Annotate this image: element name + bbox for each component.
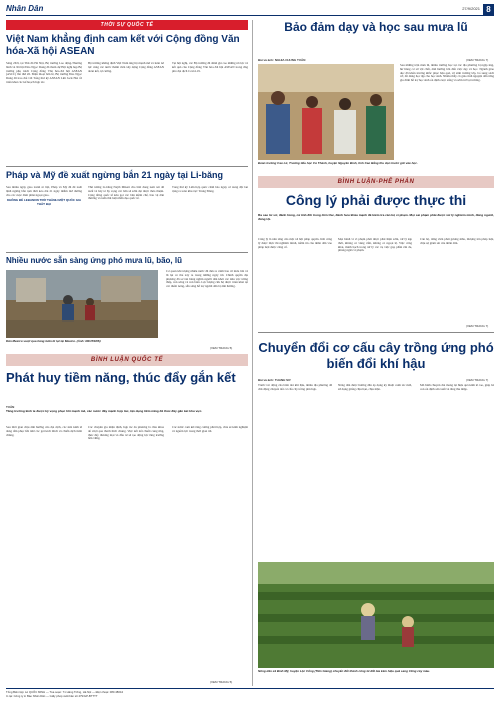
asean-body	[6, 62, 248, 162]
crops-byline: Bài và ảnh: THANH SƠ	[258, 378, 291, 382]
teaching-p2: Ngành giáo dục đã khẩn trương khắc phục hậu quả, vệ sinh trường lớp, bổ sung sách vở, đồ dùng học tập cho học sinh.	[400, 66, 494, 79]
teaching-title: Bảo đảm dạy và học sau mưa lũ	[284, 20, 468, 34]
commit-col1	[258, 238, 332, 322]
section-intl: THỜI SỰ QUỐC TẾ	[6, 20, 248, 30]
crops-photo-image	[258, 562, 494, 668]
teaching-caption: Đoàn trường Cao Lũ, Trường tiểu học Cù Thành, huyện Nguyên Bình, tỉnh Cao Bằng thu dọn trước giờ vào học.	[258, 161, 418, 165]
commit-body	[258, 238, 494, 322]
crops-p1: Trước tác động của biến đổi khí hậu, nhiều địa phương đã chủ động chuyển đổi cơ cấu cây trồng phù hợp.	[258, 384, 332, 391]
commit-col2	[338, 238, 412, 322]
asean-p1: Sáng 26/9, tại Thủ đô Hà Nội, Bộ trưởng Lao động-Thương binh và Xã hội Đào Ngọc Dung đã tham dự Hội nghị hẹp Bộ trưởng phụ trách Cộng đồng Văn hóa-Xã hội ASEAN (ASCC) lần thứ 26.	[6, 62, 82, 77]
commit-lead: Ra sao từ sớ, đánh hùng, cá tinh đồi trong đơn thư, đánh hưu khâu mạnh để kiểm tra cán bộ vi phạm. Mọi sai phạm phải được xử lý nghiêm minh, đúng người, đúng tội.	[258, 214, 494, 221]
lebanon-title: Pháp và Mỹ đề xuất ngừng bắn 21 ngày tại Li-băng	[6, 170, 224, 180]
crops-col2	[338, 384, 412, 558]
crops-body	[258, 384, 494, 558]
commit-source: (XEM TRANG 7)	[466, 324, 489, 328]
growth-p1: Sau thời gian chịu ảnh hưởng của đại dịch, các nền kinh tế đang dần phục hồi nhờ các gói kích thích và chiến dịch tiêm chủng.	[6, 426, 82, 437]
teaching-byline: Bài và ảnh: NGHIA CHUNG TUẤN	[258, 58, 306, 62]
lebanon-col1	[6, 186, 82, 250]
commit-p3: Việc công khai, minh bạch trong xử lý các vụ việc góp phần răn đe, phòng ngừa vi phạm.	[338, 240, 412, 253]
commit-p2: Mọi hành vi vi phạm phải được phát hiện sớm, xử lý kịp thời, không có vùng cấm, không có ngoại lệ.	[338, 238, 412, 245]
growth-byline: TUẤN	[6, 405, 15, 409]
section-opinion: BÌNH LUẬN-PHÊ PHÁN	[258, 176, 494, 188]
asean-col3	[172, 62, 248, 162]
growth-p2: Các chuyên gia nhận định, hợp tác đa phương là chìa khóa để vượt qua thách thức chung.	[88, 426, 164, 433]
crops-photo	[258, 562, 494, 668]
growth-p3: Việc kết nối chuỗi cung ứng, thúc đẩy thương mại và đầu tư sẽ tạo động lực tăng trưởng bền vững.	[88, 428, 164, 441]
commit-p1: Công lý là nền tảng của một xã hội pháp quyền. Khi công lý được thực thi nghiêm minh, niềm tin của nhân dân vào pháp luật được củng cố.	[258, 238, 332, 249]
asean-col1	[6, 62, 82, 162]
teaching-col	[400, 64, 494, 160]
teaching-photo	[258, 64, 394, 160]
commit-p4: Cán bộ, đảng viên phải gương mẫu, thượng tôn pháp luật, chịu sự giám sát của nhân dân.	[420, 238, 494, 245]
growth-p4: Các nước cam kết tăng cường phối hợp, chia sẻ kinh nghiệm và nguồn lực trong thời gian tới.	[172, 426, 248, 433]
crops-col1	[258, 384, 332, 558]
lebanon-body	[6, 186, 248, 250]
teaching-p3: Nhiều thầy cô giáo tình nguyện đến từng gia đình hỗ trợ học sinh ổn định cuộc sống và sớm trở lại trường.	[400, 74, 494, 83]
growth-col1	[6, 426, 82, 680]
asean-title: Việt Nam khẳng định cam kết với Cộng đồng Văn hóa-Xã hội ASEAN	[6, 34, 240, 57]
floods-caption: Dân Mexico vượt qua hàng tuần lũ lụt tại Mexico. (Ảnh: REUTERS)	[6, 339, 101, 343]
floods-col	[166, 270, 248, 346]
lebanon-col3	[172, 186, 248, 250]
floods-p3: Lực lượng cứu hộ được triển khai tại các điểm nóng, sẵn sàng hỗ trợ người dân bị ảnh hưởng.	[166, 280, 248, 289]
floods-source: (XEM TRANG 5)	[210, 346, 233, 350]
growth-col3	[172, 426, 248, 680]
lebanon-p1: Sau nhiều ngày giao tranh ác liệt, Pháp và Mỹ đã đề xuất lệnh ngừng bắn tạm thời kéo dài 21 ngày nhằm mở đường cho các cuộc đàm phán ngoại giao.	[6, 186, 82, 197]
crops-p2: Nông dân được hướng dẫn áp dụng kỹ thuật canh tác mới, sử dụng giống chịu hạn, chịu mặn.	[338, 384, 412, 391]
lebanon-p3: Cộng đồng quốc tế kêu gọi các bên kiềm chế, bảo vệ dân thường và tuân thủ luật nhân đạo quốc tế.	[88, 192, 164, 201]
growth-source: (XEM TRANG 5)	[210, 680, 233, 684]
crops-source: (XEM TRANG 7)	[466, 378, 489, 382]
teaching-p1: Sau những trận mưa lũ, nhiều trường học tại các địa phương bị ngập úng, hư hỏng cơ sở vật chất, ảnh hưởng lớn đến việc dạy và học.	[400, 64, 494, 71]
teaching-source: (XEM TRANG 7)	[466, 58, 489, 62]
floods-p1: Cơ quan khí tượng nhiều nước đã đưa ra cảnh báo về mưa lớn và lũ lụt có thể xảy ra trong những ngày tới.	[166, 270, 248, 277]
section-intl-comment: BÌNH LUẬN QUỐC TẾ	[6, 354, 248, 366]
commit-title: Công lý phải được thực thi	[285, 192, 467, 208]
floods-photo	[6, 270, 158, 338]
crops-p3: Mô hình chuyển đổi mang lại hiệu quả kinh tế cao, giúp bà con ổn định sản xuất và tăng thu nhập.	[420, 384, 494, 391]
asean-p3: Bộ trưởng khẳng định Việt Nam ủng hộ mạnh mẽ và luôn nỗ lực cùng các nước thành viên xây dựng Cộng đồng ASEAN đoàn kết, tự cường.	[88, 62, 164, 73]
commit-col3	[420, 238, 494, 322]
lebanon-p4: Tổng thư ký Liên hợp quốc cảnh báo nguy cơ xung đột lan rộng ra toàn khu vực Trung Đông.	[172, 186, 248, 193]
masthead-logo: Nhân Dân	[6, 4, 44, 13]
asean-col2	[88, 62, 164, 162]
footer-line1: Tổng Biên tập: Lê QUỐC MINH — Tòa soạn: 71 Hàng Trống, Hà Nội — Điện thoại: 080.48044	[6, 690, 124, 694]
floods-title: Nhiều nước sẵn sàng ứng phó mưa lũ, bão, lũ	[6, 256, 182, 265]
teaching-photo-image	[258, 64, 394, 160]
floods-photo-image	[6, 270, 158, 338]
asean-p4: Tại hội nghị, các Bộ trưởng đã đánh giá cao những nỗ lực và kết quả của Cộng đồng Văn hóa-Xã hội ASEAN trong ứng phó đại dịch Covid-19.	[172, 62, 248, 73]
asean-p2: Điện thoại bên lề, Bộ trưởng Đào Ngọc Dung đã trao đổi với Tổng thư ký ASEAN Lim Jock Hoi về triển khai các kế hoạch hợp tác.	[6, 72, 82, 84]
masthead	[6, 4, 494, 16]
crops-title: Chuyển đổi cơ cấu cây trồng ứng phó biến đổi khí hậu	[258, 340, 494, 371]
crops-caption: Nông dân xã Bình Mỹ, huyện Lộc Cống (Tiền Giang) chuyển đổi thành công từ đất lúa kém hiệu quả sang trồng cây màu.	[258, 669, 431, 673]
crops-col3	[420, 384, 494, 558]
lebanon-subhead: KHÔNG ĐỂ LEBANON TRỞ THÀNH MỘT QUỐC GIA THẤT BẠI	[6, 198, 82, 207]
growth-lead: Tăng trưởng kinh tế được kỳ vọng phục hồi mạnh mẽ, các nước đẩy mạnh hợp tác, tận dụng tiềm năng để thúc đẩy gắn kết khu vực.	[6, 410, 203, 413]
footer-line2: In tại: Công ty in Báo Nhân Dân — Giấy phép xuất bản số 479/GP-BTTTT	[6, 694, 98, 698]
growth-col2	[88, 426, 164, 680]
page-number: 8	[483, 4, 494, 15]
growth-title: Phát huy tiềm năng, thúc đẩy gắn kết	[6, 370, 236, 385]
footer	[6, 688, 494, 700]
lebanon-col2	[88, 186, 164, 250]
floods-p2: Chính quyền địa phương đã sơ tán hàng nghìn người dân khỏi các khu vực trũng thấp, ven sông và ven biển.	[166, 272, 248, 285]
masthead-date: 27/9/2021	[462, 6, 480, 11]
lebanon-p2: Thủ tướng Li-băng Najib Mikati cho biết đang xem xét đề xuất và bày tỏ hy vọng các bên sẽ sớm đạt được thỏa thuận.	[88, 186, 164, 193]
growth-body	[6, 426, 248, 680]
